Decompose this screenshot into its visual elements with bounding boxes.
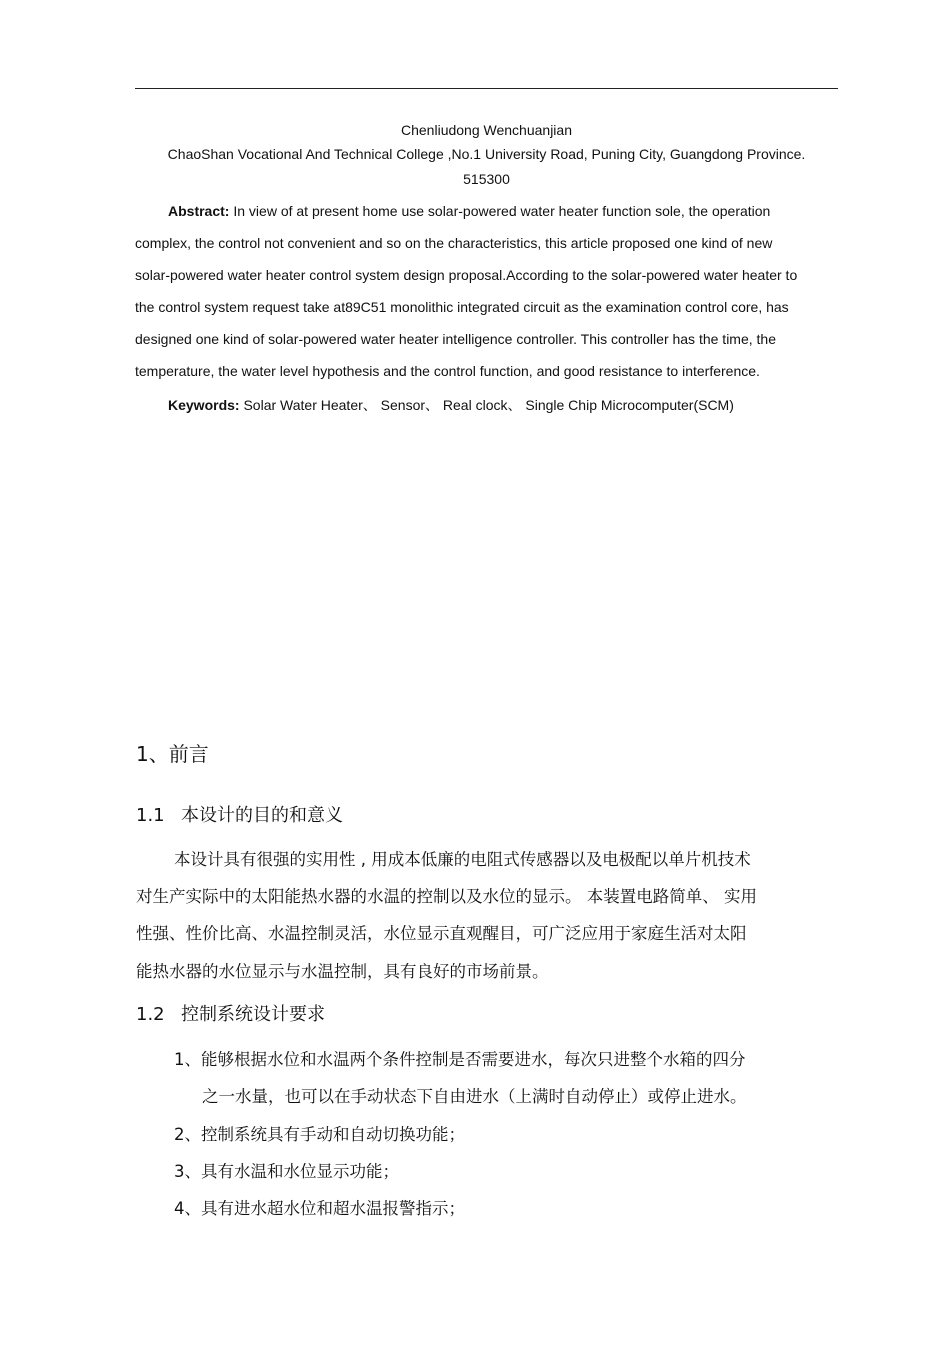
postal-code: 515300 bbox=[463, 171, 510, 187]
list-item: 1、能够根据水位和水温两个条件控制是否需要进水，每次只进整个水箱的四分 bbox=[174, 1050, 746, 1069]
abstract-line-5: designed one kind of solar-powered water heater intelligence controller. This controller has the time, the bbox=[135, 331, 776, 347]
abstract-line-6: temperature, the water level hypothesis and the control function, and good resistance to interference. bbox=[135, 363, 760, 379]
affiliation: ChaoShan Vocational And Technical College ,No.1 University Road, Puning City, Guangdong Province. bbox=[167, 146, 806, 162]
section-heading: 1、前言 bbox=[136, 742, 209, 766]
paragraph-line-1: 本设计具有很强的实用性 , 用成本低廉的电阻式传感器以及电极配以单片机技术 bbox=[174, 850, 751, 869]
abstract-line-3: solar-powered water heater control system design proposal.According to the solar-powered water heater to bbox=[135, 267, 798, 283]
abstract-text: In view of at present home use solar-powered water heater function sole, the operation bbox=[233, 203, 771, 219]
list-item: 2、控制系统具有手动和自动切换功能； bbox=[174, 1125, 465, 1144]
abstract-line-2: complex, the control not convenient and so on the characteristics, this article proposed one kind of new bbox=[135, 235, 773, 251]
subsection-number: 1.2 bbox=[136, 1004, 165, 1025]
keywords-text: Solar Water Heater、 Sensor、 Real clock、 Single Chip Microcomputer(SCM) bbox=[243, 397, 734, 413]
subsection-1-2 bbox=[136, 1000, 325, 1026]
subsection-title: 控制系统设计要求 bbox=[181, 1004, 325, 1025]
authors: Chenliudong Wenchuanjian bbox=[401, 122, 572, 138]
list-item: 之一水量，也可以在手动状态下自由进水（上满时自动停止）或停止进水。 bbox=[202, 1087, 747, 1106]
keywords-label: Keywords: bbox=[168, 397, 240, 413]
list-item: 4、具有进水超水位和超水温报警指示； bbox=[174, 1199, 465, 1218]
keywords bbox=[168, 395, 734, 415]
list-item: 3、具有水温和水位显示功能； bbox=[174, 1162, 399, 1181]
subsection-number: 1.1 bbox=[136, 805, 165, 826]
paragraph-line-4: 能热水器的水位显示与水温控制，具有良好的市场前景。 bbox=[136, 962, 549, 981]
subsection-title: 本设计的目的和意义 bbox=[181, 805, 343, 826]
paragraph-line-3: 性强、性价比高、水温控制灵活，水位显示直观醒目，可广泛应用于家庭生活对太阳 bbox=[136, 924, 747, 943]
header-rule bbox=[135, 88, 838, 89]
abstract-label: Abstract: bbox=[168, 203, 230, 219]
paragraph-line-2: 对生产实际中的太阳能热水器的水温的控制以及水位的显示。 本装置电路简单、 实用 bbox=[136, 887, 757, 906]
abstract-line-4: the control system request take at89C51 monolithic integrated circuit as the examination control core, has bbox=[135, 299, 789, 315]
abstract-line-1 bbox=[168, 203, 770, 219]
subsection-1-1 bbox=[136, 801, 343, 827]
